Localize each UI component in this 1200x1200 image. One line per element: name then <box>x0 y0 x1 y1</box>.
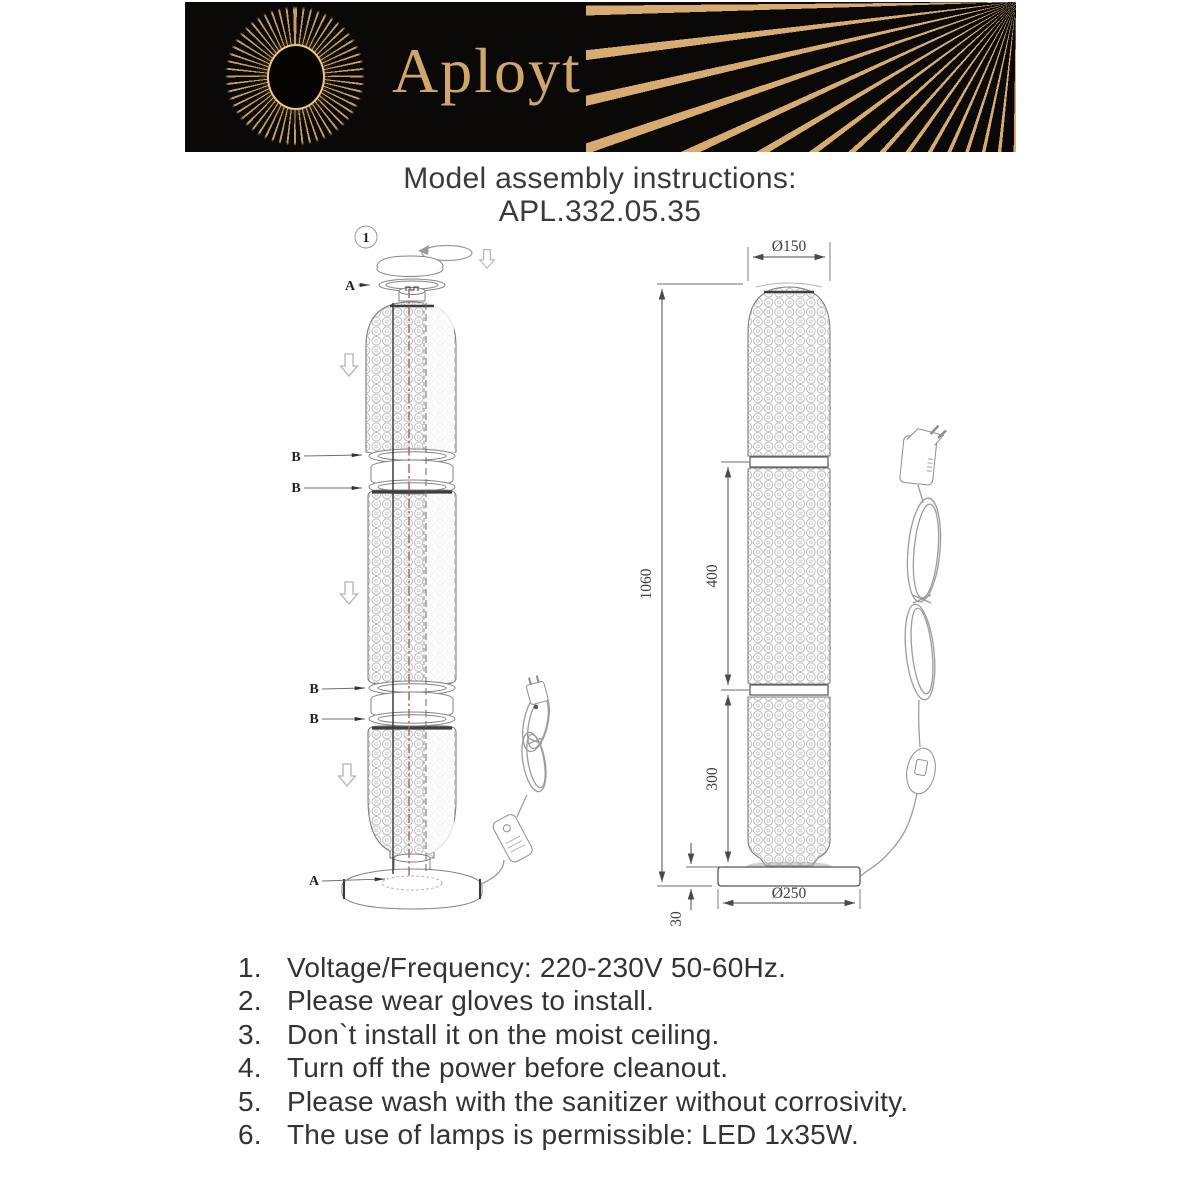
instruction-item <box>238 1086 908 1119</box>
plug-icon <box>524 674 548 705</box>
bottom-shade-segment <box>368 726 456 858</box>
instruction-item <box>238 1019 908 1052</box>
part-label-b: B <box>291 450 301 465</box>
part-label-a: A <box>308 874 320 889</box>
step-number: 1 <box>362 231 370 246</box>
top-shade-segment <box>366 302 456 456</box>
instruction-text: Voltage/Frequency: 220-230V 50-60Hz. <box>287 952 787 983</box>
plug-icon <box>899 422 946 486</box>
dim-mid-section: 400 <box>704 564 721 588</box>
dim-top-diameter: Ø150 <box>771 238 807 255</box>
instruction-text: Please wash with the sanitizer without corrosivity. <box>287 1085 909 1117</box>
exploded-view-diagram <box>291 226 554 909</box>
instruction-item <box>238 1119 908 1152</box>
instruction-item <box>238 1052 908 1085</box>
base-part <box>342 854 482 909</box>
dim-total-height: 1060 <box>638 568 655 600</box>
instruction-list <box>238 952 908 1152</box>
dim-base-thickness: 30 <box>668 911 685 927</box>
instruction-number: 5. <box>238 1085 262 1117</box>
instruction-item <box>238 985 908 1018</box>
instruction-number: 3. <box>238 1018 262 1050</box>
sunburst-corner-decoration <box>586 2 1016 152</box>
instruction-number: 4. <box>238 1052 262 1084</box>
down-arrow-icon <box>480 250 494 269</box>
brand-header <box>185 2 1016 152</box>
dim-lower-section: 300 <box>704 767 721 791</box>
sunburst-logo-center <box>267 44 325 110</box>
dimension-diagram <box>638 238 946 927</box>
part-label-a: A <box>344 279 356 294</box>
instruction-number: 6. <box>238 1118 262 1150</box>
instruction-text: Don`t install it on the moist ceiling. <box>287 1018 720 1050</box>
model-number: APL.332.05.35 <box>498 195 702 228</box>
title-line: Model assembly instructions: <box>403 162 797 195</box>
collar-part <box>399 287 425 301</box>
power-cord <box>481 674 554 884</box>
dim-base-diameter: Ø250 <box>771 885 807 902</box>
power-cord <box>861 422 946 876</box>
inline-switch <box>903 746 939 796</box>
instruction-number: 1. <box>238 952 262 983</box>
instruction-number: 2. <box>238 985 262 1017</box>
middle-shade-segment <box>368 490 456 684</box>
instruction-text: Please wear gloves to install. <box>287 985 655 1017</box>
document-title <box>300 162 900 228</box>
lamp-base <box>718 867 860 886</box>
part-label-b: B <box>309 712 319 727</box>
down-arrow-icon <box>341 582 358 604</box>
separator-rings-lower <box>369 681 455 726</box>
separator-rings-upper <box>369 449 455 494</box>
brand-name: Aployt <box>392 35 582 106</box>
lamp-column <box>718 283 860 886</box>
instruction-text: The use of lamps is permissible: LED 1x35W. <box>287 1118 859 1150</box>
part-label-b: B <box>291 481 301 496</box>
instruction-text: Turn off the power before cleanout. <box>287 1052 729 1084</box>
assembly-diagram <box>180 220 1000 950</box>
down-arrow-icon <box>339 764 356 786</box>
instruction-item <box>238 952 908 985</box>
top-cap-part <box>377 256 443 277</box>
part-label-b: B <box>309 682 319 697</box>
down-arrow-icon <box>341 354 358 376</box>
